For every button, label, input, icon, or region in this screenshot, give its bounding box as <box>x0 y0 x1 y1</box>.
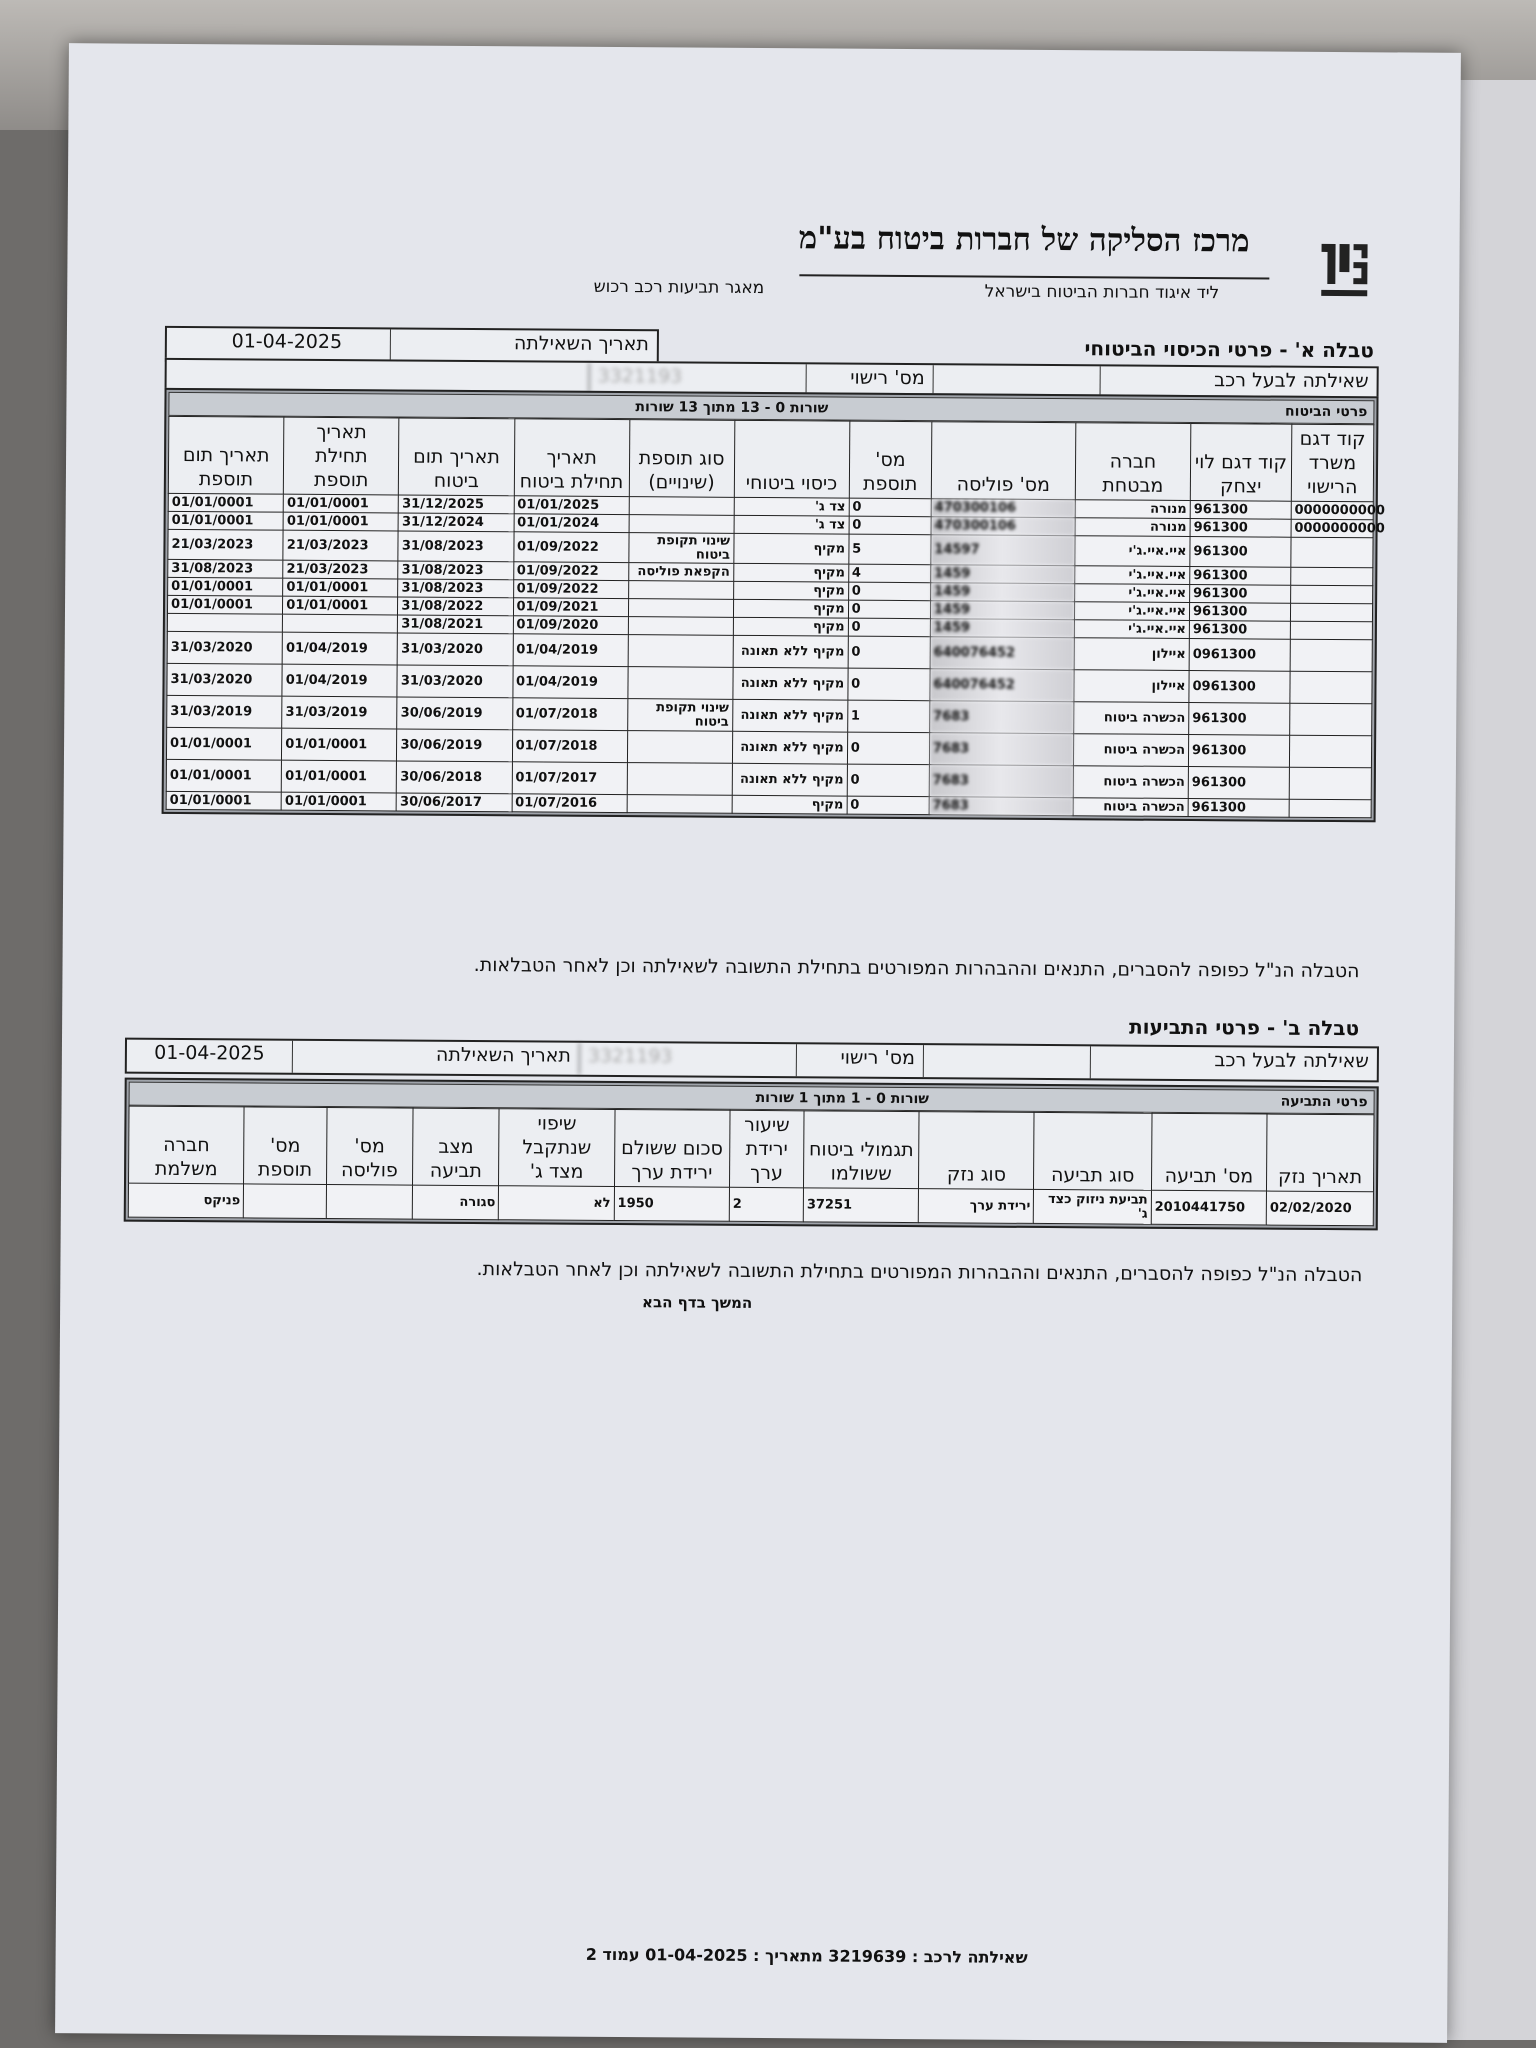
table-cell: 31/08/2023 <box>398 531 513 562</box>
table-cell: 1459 <box>930 601 1074 620</box>
table-cell: 31/08/2023 <box>168 559 283 578</box>
table-cell: 0 <box>848 668 930 701</box>
table-header-row <box>129 1106 1375 1192</box>
column-header: מס' פוליסה <box>931 422 1075 500</box>
column-header: קוד דגם משרד הרישוי <box>1291 424 1374 502</box>
company-subtitle: ליד איגוד חברות הביטוח בישראל <box>984 281 1220 304</box>
table-cell: 961300 <box>1188 798 1289 817</box>
continued-label: המשך בדף הבא <box>642 1293 753 1312</box>
column-header: תגמולי ביטוח ששולמו <box>803 1111 919 1189</box>
table-row <box>128 1183 1373 1226</box>
query-date-value: 01-04-2025 <box>231 330 343 354</box>
table-cell: 31/03/2020 <box>167 663 282 696</box>
table-cell: 01/01/0001 <box>283 494 398 513</box>
license-value: 3321193 <box>589 363 806 395</box>
table-a-title: טבלה א' - פרטי הכיסוי הביטוחי <box>1084 336 1374 363</box>
table-cell: 0 <box>848 636 930 669</box>
table-cell: 961300 <box>1189 621 1290 640</box>
table-cell: 31/03/2019 <box>282 696 397 729</box>
section-label: פרטי התביעה <box>1280 1093 1368 1111</box>
rows-count-label: שורות 0 - 13 מתוך 13 שורות <box>635 399 829 417</box>
license-label: מס' רישוי <box>796 1044 923 1077</box>
table-cell: 01/01/0001 <box>168 493 283 512</box>
table-cell: סגורה <box>412 1185 499 1220</box>
table-cell: איי.איי.ג'י <box>1074 620 1189 639</box>
table-cell <box>1289 767 1371 800</box>
license-label: מס' רישוי <box>806 364 933 395</box>
table-cell: 961300 <box>1190 585 1291 604</box>
column-header: תאריך נזק <box>1266 1114 1374 1192</box>
table-cell <box>627 795 732 814</box>
claims-table <box>128 1106 1375 1227</box>
table-cell: מקיף ללא תאונה <box>732 667 847 700</box>
table-cell: איי.איי.ג'י <box>1075 566 1190 585</box>
table-cell: 01/07/2018 <box>512 730 627 763</box>
table-cell <box>629 515 734 534</box>
table-cell: איי.איי.ג'י <box>1074 584 1189 603</box>
table-cell <box>244 1184 327 1219</box>
database-name: מאגר תביעות רכב רכוש <box>593 276 765 299</box>
table-cell: הכשרה ביטוח <box>1073 798 1188 817</box>
table-b-frame <box>124 1078 1379 1231</box>
table-cell: 01/01/0001 <box>282 728 397 761</box>
divider <box>799 274 1269 279</box>
table-cell: מקיף ללא תאונה <box>732 699 847 732</box>
table-cell: 1459 <box>931 583 1075 602</box>
table-cell: 0 <box>849 516 931 535</box>
table-cell: מקיף ללא תאונה <box>733 635 848 668</box>
table-cell: פניקס <box>128 1183 244 1218</box>
table-cell: 21/03/2023 <box>283 560 398 579</box>
column-header: מצב תביעה <box>413 1108 500 1186</box>
section-label: פרטי הביטוח <box>1285 403 1368 421</box>
column-header: סוג תוספת (שינויים) <box>629 420 734 498</box>
table-cell: הכשרה ביטוח <box>1073 766 1188 799</box>
table-cell: לא <box>499 1186 614 1221</box>
table-cell <box>1289 799 1371 818</box>
table-cell: 31/03/2020 <box>167 631 282 664</box>
table-cell: 961300 <box>1190 537 1291 568</box>
table-a-note: הטבלה הנ"ל כפופה להסברים, התנאים וההבהרות המפורטים בתחילת התשובה לשאילתה וכן לאחר הטבלאות. <box>473 954 1360 983</box>
table-cell: מקיף <box>733 563 848 582</box>
table-cell <box>1290 639 1372 672</box>
table-cell <box>628 581 733 600</box>
table-cell: 01/01/0001 <box>166 759 281 792</box>
table-cell: 0961300 <box>1189 671 1290 704</box>
column-header: תאריך תחילת ביטוח <box>514 419 630 497</box>
table-cell: איילון <box>1074 638 1189 671</box>
table-cell: 0 <box>849 498 931 517</box>
table-cell: 2 <box>729 1187 803 1222</box>
table-cell: 21/03/2023 <box>168 529 283 560</box>
table-cell: 01/07/2017 <box>512 762 627 795</box>
table-cell: 01/01/2024 <box>514 514 629 533</box>
table-cell: תביעת ניזוק כצד ג' <box>1034 1189 1152 1224</box>
column-header: סכום ששולם ירידת ערך <box>614 1110 730 1188</box>
document-page <box>55 43 1461 2043</box>
table-cell: 1 <box>847 700 929 733</box>
table-cell: 01/07/2018 <box>512 698 627 731</box>
owner-query-label: שאילתה לבעל רכב <box>1100 366 1377 398</box>
column-header: תאריך תחילת תוספת <box>284 417 400 495</box>
table-cell: 01/01/0001 <box>166 727 281 760</box>
column-header: תאריך תום ביטוח <box>399 418 515 496</box>
column-header: חברה מבטחת <box>1075 423 1191 501</box>
column-header: שיעור ירידת ערך <box>729 1110 804 1188</box>
table-cell: 470300106 <box>931 517 1075 536</box>
table-cell: 961300 <box>1190 501 1291 520</box>
table-cell: 01/01/0001 <box>281 792 396 811</box>
insurance-coverage-table <box>166 416 1386 818</box>
column-header: חברה משלמת <box>129 1106 245 1184</box>
table-cell: 01/04/2019 <box>282 632 397 665</box>
table-cell: 0 <box>848 618 930 637</box>
table-cell: 31/08/2022 <box>398 597 513 616</box>
table-cell: 01/01/0001 <box>283 596 398 615</box>
table-cell: מנורה <box>1075 518 1190 537</box>
table-cell <box>1289 735 1371 768</box>
table-cell: 31/08/2023 <box>398 561 513 580</box>
table-cell <box>628 599 733 618</box>
table-cell <box>1290 671 1372 704</box>
table-cell: 4 <box>848 564 930 583</box>
table-cell: 01/01/0001 <box>281 760 396 793</box>
table-cell <box>629 497 734 516</box>
table-cell: מקיף <box>733 533 848 564</box>
table-cell: 01/01/2025 <box>514 496 629 515</box>
table-cell: 0 <box>847 764 929 797</box>
table-cell: 37251 <box>803 1188 918 1223</box>
column-header: מס' פוליסה <box>326 1107 413 1185</box>
table-cell: 31/08/2023 <box>398 579 513 598</box>
table-cell: 30/06/2018 <box>397 761 512 794</box>
column-header: מס' תוספת <box>849 421 932 499</box>
column-header: כיסוי ביטוחי <box>734 420 850 498</box>
table-cell: מקיף <box>733 617 848 636</box>
table-cell: 0000000000 <box>1291 501 1373 520</box>
table-cell <box>283 614 398 633</box>
company-name: מרכז הסליקה של חברות ביטוח בע"מ <box>798 220 1250 260</box>
table-cell: 30/06/2019 <box>397 729 512 762</box>
query-date-label: תאריך השאילתה <box>292 1041 579 1075</box>
table-cell: 961300 <box>1190 567 1291 586</box>
table-header-row <box>168 416 1374 501</box>
table-cell: מקיף ללא תאונה <box>732 763 847 796</box>
table-cell: 7683 <box>929 797 1073 816</box>
table-cell: 0000000000 <box>1291 519 1373 538</box>
table-b-title: טבלה ב' - פרטי התביעות <box>1128 1014 1360 1041</box>
table-cell: 961300 <box>1188 734 1289 767</box>
table-cell: 31/03/2020 <box>397 665 512 698</box>
table-cell: 31/12/2025 <box>399 495 514 514</box>
table-cell: 01/01/0001 <box>283 578 398 597</box>
table-cell: 01/09/2022 <box>513 580 628 599</box>
table-cell: 01/01/0001 <box>167 595 282 614</box>
table-cell: 01/09/2022 <box>513 562 628 581</box>
rows-count-label: שורות 0 - 1 מתוך 1 שורות <box>755 1089 930 1108</box>
column-header: שיפוי שנתקבל מצד ג' <box>499 1109 615 1187</box>
table-cell: 01/04/2019 <box>282 664 397 697</box>
table-cell: 961300 <box>1189 603 1290 622</box>
table-cell <box>627 731 732 764</box>
table-b-note: הטבלה הנ"ל כפופה להסברים, התנאים וההבהרות המפורטים בתחילת התשובה לשאילתה וכן לאחר הטבלאות. <box>476 1258 1363 1287</box>
table-cell: 01/01/0001 <box>166 791 281 810</box>
table-cell <box>167 613 282 632</box>
table-cell: מקיף <box>733 581 848 600</box>
query-date-label: תאריך השאילתה <box>390 329 657 363</box>
page-footer: שאילתה לרכב : 3219639 מתאריך : 01-04-2025 עמוד 2 <box>585 1944 1028 1967</box>
table-cell: מקיף <box>732 795 847 814</box>
table-cell: מקיף <box>733 599 848 618</box>
table-cell: 01/09/2021 <box>513 598 628 617</box>
table-cell: 0961300 <box>1189 639 1290 672</box>
table-b-info-row <box>125 1038 1379 1083</box>
table-cell: מקיף ללא תאונה <box>732 731 847 764</box>
table-cell <box>1289 703 1371 736</box>
table-cell: 0 <box>847 732 929 765</box>
table-cell: איי.איי.ג'י <box>1074 602 1189 621</box>
owner-query-label: שאילתה לבעל רכב <box>1090 1046 1377 1080</box>
table-cell: 01/01/0001 <box>283 512 398 531</box>
table-cell: 2010441750 <box>1151 1190 1266 1225</box>
table-a-frame <box>162 388 1386 822</box>
table-cell: 7683 <box>929 765 1073 798</box>
table-cell: שינוי תקופת ביטוח <box>627 699 732 732</box>
column-header: תאריך תום תוספת <box>168 416 284 494</box>
table-cell: 01/01/0001 <box>168 511 283 530</box>
table-cell <box>1290 621 1372 640</box>
table-cell: 01/01/0001 <box>168 577 283 596</box>
column-header: סוג תביעה <box>1034 1112 1152 1190</box>
table-cell: 01/09/2022 <box>513 532 628 563</box>
table-cell <box>1290 603 1372 622</box>
table-cell: 01/04/2019 <box>513 634 628 667</box>
column-header: מס' תוספת <box>244 1107 327 1185</box>
table-cell: צד ג' <box>734 515 849 534</box>
table-cell: 31/12/2024 <box>398 513 513 532</box>
table-cell: 01/09/2020 <box>513 616 628 635</box>
table-cell: 7683 <box>930 701 1074 734</box>
company-logo-icon <box>1317 240 1371 300</box>
table-cell: 31/03/2020 <box>398 633 513 666</box>
table-cell: 0 <box>848 582 930 601</box>
table-cell: 0 <box>848 600 930 619</box>
table-cell: 30/06/2017 <box>397 793 512 812</box>
table-cell: 470300106 <box>931 499 1075 518</box>
table-cell: 01/07/2016 <box>512 794 627 813</box>
column-header: קוד דגם לוי יצחק <box>1190 424 1291 502</box>
table-cell: הקפאת פוליסה <box>628 563 733 582</box>
table-cell: 7683 <box>929 733 1073 766</box>
table-cell: 1459 <box>930 619 1074 638</box>
table-cell <box>326 1184 413 1219</box>
table-cell: 02/02/2020 <box>1266 1191 1373 1226</box>
table-cell: 01/04/2019 <box>512 666 627 699</box>
table-cell: 961300 <box>1189 702 1290 735</box>
table-cell: 30/06/2019 <box>397 697 512 730</box>
table-cell: 5 <box>849 534 931 565</box>
table-cell: 640076452 <box>930 637 1074 670</box>
query-date-value: 01-04-2025 <box>154 1041 265 1065</box>
table-cell <box>1291 537 1373 568</box>
table-cell: איי.איי.ג'י <box>1075 536 1190 567</box>
table-cell: 1459 <box>931 565 1075 584</box>
table-cell <box>628 635 733 668</box>
table-cell: 14597 <box>931 535 1075 566</box>
table-cell <box>628 667 733 700</box>
column-header: סוג נזק <box>919 1112 1035 1190</box>
table-cell: 21/03/2023 <box>283 530 398 561</box>
table-cell <box>627 763 732 796</box>
table-cell: 0 <box>847 796 929 815</box>
table-cell: הכשרה ביטוח <box>1074 702 1189 735</box>
table-cell: 961300 <box>1188 766 1289 799</box>
table-cell: 1950 <box>614 1186 729 1221</box>
table-cell: שינוי תקופת ביטוח <box>629 533 734 564</box>
table-cell: ירידת ערך <box>918 1189 1033 1224</box>
table-cell: 961300 <box>1190 519 1291 538</box>
table-cell <box>628 617 733 636</box>
table-cell: 31/08/2021 <box>398 615 513 634</box>
column-header: מס' תביעה <box>1151 1113 1267 1191</box>
table-cell: 31/03/2019 <box>167 695 282 728</box>
table-cell: איילון <box>1074 670 1189 703</box>
table-cell: הכשרה ביטוח <box>1073 734 1188 767</box>
table-cell: צד ג' <box>734 497 849 516</box>
license-value: 3321193 <box>579 1043 796 1077</box>
table-cell <box>1290 567 1372 586</box>
table-cell <box>1290 585 1372 604</box>
table-cell: מנורה <box>1075 500 1190 519</box>
table-cell: 640076452 <box>930 669 1074 702</box>
